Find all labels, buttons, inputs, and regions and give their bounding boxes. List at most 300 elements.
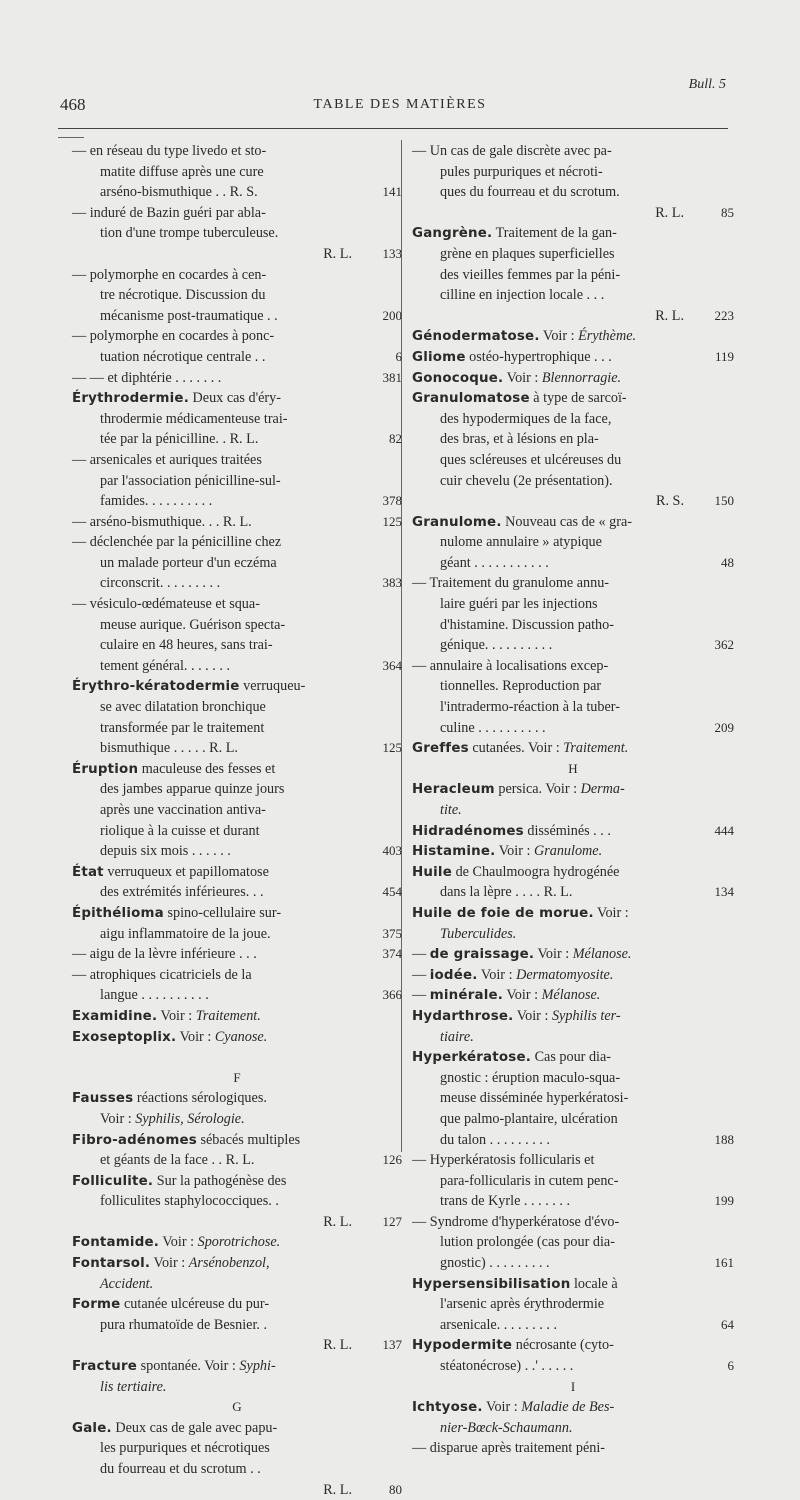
entry-text: grène en plaques superficielles	[440, 245, 615, 262]
index-entry	[412, 841, 734, 862]
entry-text: — aigu de la lèvre inférieure . . .	[72, 946, 257, 963]
entry-text: trans de Kyrle . . . . . . .	[440, 1193, 571, 1210]
entry-content	[412, 823, 611, 839]
entry-text: langue . . . . . . . . . .	[100, 987, 209, 1004]
entry-subheading: iodée.	[429, 967, 478, 983]
entry-text: verruqueu-	[239, 678, 306, 695]
entry-content	[412, 370, 621, 386]
entry-text: para-follicularis in cutem penc-	[440, 1172, 619, 1189]
entry-content	[412, 967, 613, 983]
index-subentry	[72, 800, 402, 821]
entry-text: — arsenicales et auriques traitées	[72, 451, 262, 468]
entry-text: transformée par le traitement	[100, 719, 265, 736]
entry-content	[440, 411, 611, 427]
index-entry	[72, 388, 402, 409]
index-subentry	[412, 985, 734, 1006]
entry-text: meuse aurique. Guérison specta-	[100, 616, 286, 633]
index-subentry	[412, 697, 734, 718]
page-reference: 188	[714, 1131, 734, 1147]
entry-heading: Folliculite.	[72, 1173, 154, 1189]
index-subentry	[72, 821, 402, 842]
index-subentry	[72, 1150, 402, 1171]
index-subentry	[72, 141, 402, 162]
entry-text: depuis six mois . . . . . .	[100, 843, 231, 860]
entry-content	[100, 884, 264, 900]
entry-content	[100, 781, 284, 797]
index-subentry	[72, 1480, 402, 1500]
index-entry	[412, 738, 734, 759]
entry-text: Cas pour dia-	[531, 1049, 612, 1066]
entry-text: tuation nécrotique centrale . .	[100, 348, 266, 365]
index-subentry	[412, 924, 734, 945]
index-subentry	[412, 409, 734, 430]
entry-heading: Gonocoque.	[412, 370, 504, 386]
index-subentry	[412, 635, 734, 656]
index-entry	[412, 368, 734, 389]
entry-content	[412, 1049, 611, 1065]
entry-content	[440, 164, 603, 180]
entry-content	[655, 306, 684, 327]
entry-text: spino-cellulaire sur-	[163, 904, 282, 921]
index-subentry	[412, 491, 734, 512]
entry-text: ques du fourreau et du scrotum.	[440, 184, 620, 201]
entry-text: après une vaccination antiva-	[100, 802, 266, 818]
entry-text: — induré de Bazin guéri par abla-	[72, 204, 266, 221]
entry-reference: tiaire.	[440, 1028, 474, 1045]
entry-heading: Hypersensibilisation	[412, 1276, 571, 1292]
index-subentry	[412, 1212, 734, 1233]
entry-text: culine . . . . . . . . . .	[440, 719, 546, 736]
index-subentry	[412, 471, 734, 492]
entry-content	[100, 699, 266, 715]
page-reference: 374	[382, 946, 402, 962]
entry-text: Deux cas de gale avec papu-	[111, 1419, 278, 1436]
entry-content	[72, 678, 305, 694]
entry-text: — Syndrome d'hyperkératose d'évo-	[412, 1213, 620, 1230]
entry-content	[72, 1029, 267, 1045]
entry-content	[323, 244, 352, 265]
entry-text: — arséno-bismuthique. . . R. L.	[72, 513, 252, 530]
entry-text: Nouveau cas de « gra-	[501, 513, 632, 530]
entry-heading: Hydarthrose.	[412, 1008, 514, 1024]
index-subentry	[412, 594, 734, 615]
index-entry	[412, 388, 734, 409]
entry-text: riolique à la cuisse et durant	[100, 822, 260, 839]
index-subentry	[412, 1191, 734, 1212]
entry-content	[100, 987, 209, 1003]
index-subentry	[72, 1377, 402, 1398]
page-reference: 454	[382, 884, 402, 900]
entry-text: stéatonécrose) . .' . . . . .	[440, 1358, 574, 1375]
entry-content	[72, 328, 274, 344]
page-reference: 403	[382, 843, 402, 859]
entry-content	[323, 1335, 352, 1356]
running-title: TABLE DES MATIÈRES	[313, 97, 487, 112]
index-entry	[412, 903, 734, 924]
page-reference: 199	[714, 1193, 734, 1209]
entry-content	[100, 926, 271, 942]
entry-text: se avec dilatation bronchique	[100, 699, 266, 716]
entry-content	[100, 225, 278, 241]
entry-text: cuir chevelu (2e présentation).	[440, 472, 613, 489]
entry-text: à type de sarcoï-	[529, 390, 627, 407]
entry-content	[656, 491, 684, 512]
entry-text: et géants de la face . . R. L.	[100, 1152, 255, 1169]
entry-content	[100, 431, 258, 447]
entry-content	[100, 184, 258, 200]
right-column	[412, 141, 734, 1459]
entry-content	[440, 926, 516, 942]
entry-text: des bras, et à lésions en pla-	[440, 431, 599, 448]
entry-content	[412, 987, 600, 1003]
entry-content	[440, 1173, 618, 1189]
entry-text: ques scléreuses et ulcéreuses du	[440, 451, 622, 468]
entry-text: pules purpuriques et nécroti-	[440, 163, 603, 180]
entry-content	[440, 1070, 620, 1086]
entry-text: locale à	[570, 1275, 618, 1292]
entry-heading: Huile de foie de morue.	[412, 905, 594, 921]
entry-subheading: de graissage.	[429, 947, 535, 963]
index-entry	[72, 1253, 402, 1274]
index-subentry	[412, 162, 734, 183]
entry-text: — en réseau du type livedo et sto-	[72, 143, 267, 159]
entry-heading: Ichtyose.	[412, 1400, 483, 1416]
entry-content	[72, 1255, 270, 1271]
index-entry	[412, 512, 734, 533]
entry-reference: Mélanose.	[572, 946, 632, 963]
entry-text: tre nécrotique. Discussion du	[100, 287, 266, 304]
entry-text: de Chaulmoogra hydrogénée	[452, 863, 620, 880]
entry-text: throdermie médicamenteuse trai-	[100, 410, 288, 427]
entry-text: ostéo-hypertrophique . . .	[465, 348, 612, 365]
entry-reference: Accident.	[100, 1275, 154, 1292]
entry-content	[440, 184, 620, 200]
entry-reference: Traitement.	[195, 1007, 261, 1024]
entry-content	[72, 390, 281, 406]
page-reference: 366	[382, 987, 402, 1003]
entry-content	[72, 1008, 261, 1024]
index-subentry	[412, 1109, 734, 1130]
entry-content	[440, 884, 572, 900]
page-reference: 209	[714, 719, 734, 735]
page-reference: 6	[727, 1358, 734, 1374]
entry-heading: Gliome	[412, 349, 466, 365]
entry-content	[100, 1317, 267, 1333]
page-reference: 223	[714, 307, 734, 323]
index-subentry	[412, 718, 734, 739]
entry-content	[72, 1090, 267, 1106]
page-reference: 64	[721, 1316, 734, 1332]
entry-heading: Histamine.	[412, 844, 496, 860]
entry-content	[72, 1234, 280, 1250]
bulletin-mark: Bull. 5	[688, 77, 726, 92]
entry-text: R. L.	[323, 245, 352, 262]
entry-text: — vésiculo-œdémateuse et squa-	[72, 596, 260, 613]
entry-text: nécrosante (cyto-	[512, 1337, 614, 1354]
entry-text: spontanée. Voir :	[137, 1358, 240, 1375]
entry-reference: Cyanose.	[214, 1028, 268, 1045]
entry-text: lution prolongée (cas pour dia-	[440, 1234, 615, 1251]
section-letter	[412, 1377, 734, 1398]
entry-content	[440, 452, 621, 468]
entry-content	[412, 740, 628, 756]
entry-heading: Fontamide.	[72, 1235, 160, 1251]
index-subentry	[412, 1315, 734, 1336]
index-subentry	[412, 553, 734, 574]
entry-content	[440, 555, 549, 571]
entry-text: sébacés multiples	[196, 1131, 301, 1148]
entry-text: cutanées. Voir :	[468, 740, 564, 757]
entry-content	[412, 905, 629, 921]
entry-text: Deux cas d'éry-	[189, 390, 281, 407]
entry-heading: Hypodermite	[412, 1338, 513, 1354]
entry-heading: Érythro-kératodermie	[72, 679, 240, 695]
entry-text: réactions sérologiques.	[133, 1090, 267, 1107]
entry-content	[100, 349, 265, 365]
index-entry	[412, 862, 734, 883]
entry-content	[72, 761, 275, 777]
entry-text: —	[412, 946, 430, 963]
entry-text: meuse disséminée hyperkératosi-	[440, 1090, 629, 1107]
index-subentry	[72, 1459, 402, 1480]
index-entry	[412, 1006, 734, 1027]
entry-text: tement général. . . . . . .	[100, 657, 231, 674]
entry-content	[412, 1440, 605, 1456]
entry-text: du fourreau et du scrotum . .	[100, 1461, 261, 1477]
entry-content	[412, 1214, 619, 1230]
index-subentry	[412, 532, 734, 553]
entry-content	[72, 205, 266, 221]
page-reference: 127	[382, 1213, 402, 1229]
entry-reference: nier-Bœck-Schaumann.	[440, 1419, 573, 1436]
entry-content	[72, 452, 262, 468]
index-entry	[72, 862, 402, 883]
entry-text: pura rhumatoïde de Besnier. .	[100, 1316, 268, 1333]
entry-content	[440, 267, 620, 283]
entry-content	[655, 203, 684, 224]
index-subentry	[412, 800, 734, 821]
index-subentry	[412, 1438, 734, 1459]
entry-content	[412, 843, 602, 859]
page-reference: 134	[714, 884, 734, 900]
entry-text: R. L.	[323, 1337, 352, 1354]
index-subentry	[72, 450, 402, 471]
section-letter-text: G	[232, 1399, 242, 1415]
page-reference: 141	[382, 184, 402, 200]
entry-content	[100, 287, 265, 303]
entry-text: Voir :	[482, 1399, 522, 1416]
entry-content	[412, 143, 612, 159]
index-entry	[72, 903, 402, 924]
entry-content	[412, 658, 608, 674]
entry-text: des extrémités inférieures. . .	[100, 884, 264, 901]
index-entry	[412, 779, 734, 800]
entry-reference: Blennorragie.	[541, 369, 622, 386]
entry-text: du talon . . . . . . . . .	[440, 1131, 550, 1148]
entry-content	[100, 164, 264, 180]
entry-heading: Granulome.	[412, 514, 502, 530]
entry-text: Voir :	[150, 1255, 189, 1272]
entry-content	[440, 534, 602, 550]
index-subentry	[72, 347, 402, 368]
entry-content	[440, 720, 546, 736]
page-reference: 126	[382, 1152, 402, 1168]
index-subentry	[412, 1356, 734, 1377]
index-subentry	[72, 162, 402, 183]
entry-heading: État	[72, 864, 104, 880]
entry-content	[100, 740, 238, 756]
entry-heading: Fontarsol.	[72, 1256, 151, 1272]
index-subentry	[72, 182, 402, 203]
index-subentry	[72, 471, 402, 492]
index-subentry	[72, 429, 402, 450]
index-subentry	[412, 615, 734, 636]
index-subentry	[72, 1335, 402, 1356]
index-subentry	[412, 1027, 734, 1048]
index-subentry	[72, 223, 402, 244]
entry-content	[440, 431, 599, 447]
entry-content	[72, 1358, 276, 1374]
entry-heading: Génodermatose.	[412, 329, 540, 345]
page-reference: 48	[721, 554, 734, 570]
index-subentry	[72, 1274, 402, 1295]
index-subentry	[412, 882, 734, 903]
entry-text: que palmo-plantaire, ulcération	[440, 1110, 618, 1127]
entry-text: — annulaire à localisations excep-	[412, 657, 609, 674]
entry-content	[440, 473, 613, 489]
index-subentry	[72, 368, 402, 389]
entry-content	[440, 678, 601, 694]
entry-content	[412, 328, 636, 344]
entry-text: Voir :	[513, 1007, 552, 1024]
page-reference: 125	[382, 740, 402, 756]
entry-content	[100, 637, 273, 653]
entry-reference: Arsénobenzol,	[188, 1255, 270, 1272]
entry-text: —	[412, 966, 430, 983]
entry-text: — polymorphe en cocardes à cen-	[72, 266, 267, 283]
entry-content	[323, 1480, 352, 1500]
index-subentry	[72, 615, 402, 636]
entry-reference: Syphilis, Sérologie.	[135, 1110, 245, 1127]
entry-content	[412, 864, 619, 880]
entry-content	[72, 1296, 269, 1312]
entry-content	[100, 493, 212, 509]
entry-text: cilline en injection locale . . .	[440, 287, 605, 304]
entry-heading: Fibro-adénomes	[72, 1132, 197, 1148]
index-subentry	[412, 1171, 734, 1192]
entry-content	[440, 1234, 615, 1250]
index-subentry	[72, 491, 402, 512]
entry-text: maculeuse des fesses et	[138, 760, 276, 777]
entry-content	[440, 287, 604, 303]
blank-line	[72, 1047, 402, 1068]
entry-heading: Huile	[412, 864, 453, 880]
index-entry	[412, 347, 734, 368]
entry-content	[412, 1399, 614, 1415]
entry-content	[440, 1029, 474, 1045]
entry-text: verruqueux et papillomatose	[103, 863, 269, 880]
entry-heading: Éruption	[72, 761, 139, 777]
index-entry	[72, 1088, 402, 1109]
entry-reference: lis tertiaire.	[100, 1378, 167, 1395]
index-subentry	[412, 429, 734, 450]
entry-text: circonscrit. . . . . . . . .	[100, 575, 221, 592]
entry-text: tion d'une trompe tuberculeuse.	[100, 225, 279, 242]
entry-reference: Tuberculides.	[440, 925, 517, 942]
entry-text: dans la lèpre . . . . R. L.	[440, 884, 573, 901]
entry-reference: Maladie de Bes-	[521, 1399, 615, 1416]
index-entry	[72, 676, 402, 697]
entry-text: un malade porteur d'un eczéma	[100, 554, 277, 571]
section-letter	[72, 1068, 402, 1089]
entry-content	[412, 946, 631, 962]
entry-content	[72, 1420, 277, 1436]
entry-text: cutanée ulcéreuse du pur-	[120, 1296, 270, 1313]
entry-text: —	[412, 987, 430, 1004]
page-reference: 6	[395, 348, 402, 364]
entry-content	[440, 802, 462, 818]
entry-content	[72, 370, 221, 386]
index-entry	[412, 1274, 734, 1295]
entry-content	[100, 1152, 254, 1168]
entry-text: matite diffuse après une cure	[100, 163, 264, 180]
entry-content	[100, 802, 266, 818]
entry-content	[323, 1212, 352, 1233]
index-subentry	[72, 924, 402, 945]
index-subentry	[72, 203, 402, 224]
entry-text: l'intradermo-réaction à la tuber-	[440, 699, 620, 716]
entry-content	[100, 617, 285, 633]
entry-text: bismuthique . . . . . R. L.	[100, 740, 238, 757]
entry-reference: Mélanose.	[541, 987, 601, 1004]
entry-content	[440, 1193, 570, 1209]
entry-content	[100, 411, 288, 427]
index-subentry	[72, 1191, 402, 1212]
entry-text: Voir :	[159, 1234, 198, 1251]
entry-content	[72, 1132, 300, 1148]
entry-text: les purpuriques et nécrotiques	[100, 1440, 270, 1457]
index-subentry	[72, 985, 402, 1006]
index-entry	[412, 1397, 734, 1418]
entry-content	[72, 864, 269, 880]
page-reference: 80	[389, 1481, 402, 1497]
entry-reference: Traitement.	[563, 740, 629, 757]
entry-content	[412, 514, 632, 530]
index-subentry	[72, 1438, 402, 1459]
page-reference: 82	[389, 431, 402, 447]
entry-content	[72, 514, 252, 530]
page-reference: 125	[382, 513, 402, 529]
page-reference: 150	[714, 493, 734, 509]
short-rule	[58, 137, 84, 138]
entry-content	[100, 823, 260, 839]
entry-content	[412, 349, 612, 365]
page-reference: 378	[382, 493, 402, 509]
entry-text: — Traitement du granulome annu-	[412, 575, 610, 592]
entry-text: Voir :	[176, 1028, 215, 1045]
page-number: 468	[60, 95, 86, 114]
entry-text: persica. Voir :	[494, 781, 581, 798]
index-subentry	[72, 594, 402, 615]
index-subentry	[72, 265, 402, 286]
index-subentry	[72, 656, 402, 677]
entry-content	[100, 1276, 153, 1292]
index-entry	[412, 821, 734, 842]
entry-text: R. L.	[323, 1213, 352, 1230]
entry-content	[72, 143, 266, 159]
index-subentry	[72, 882, 402, 903]
index-entry	[72, 1006, 402, 1027]
